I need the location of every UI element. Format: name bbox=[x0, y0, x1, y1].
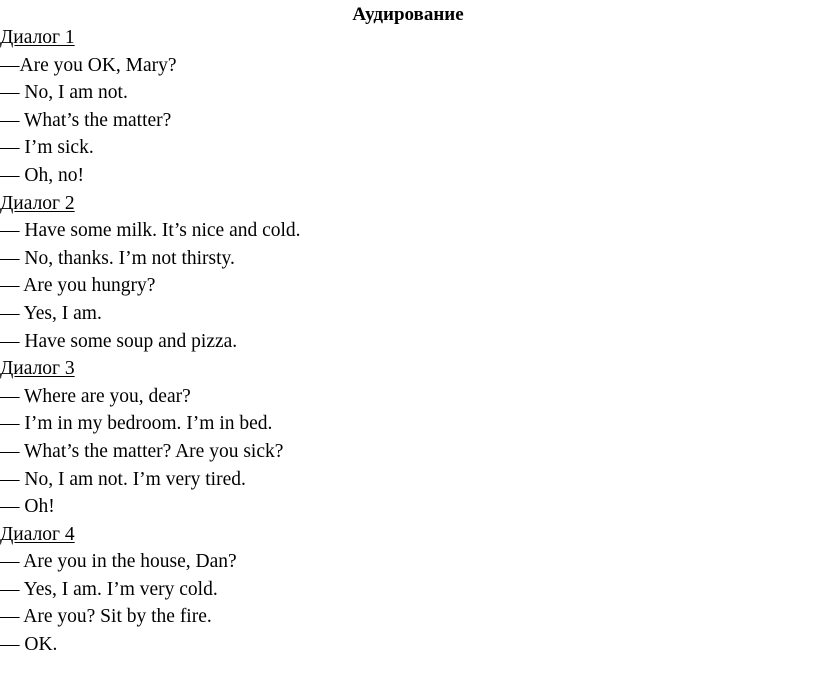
dialog-2 bbox=[0, 190, 816, 356]
dialog-4 bbox=[0, 521, 816, 659]
dialog-line: — Where are you, dear? bbox=[0, 385, 191, 407]
dialog-1 bbox=[0, 24, 816, 190]
dialog-line: — What’s the matter? bbox=[0, 109, 172, 131]
dialog-heading: Диалог 2 bbox=[0, 192, 75, 214]
dialog-line: — No, I am not. bbox=[0, 82, 128, 104]
dialog-line: — Are you in the house, Dan? bbox=[0, 551, 237, 573]
dialog-heading: Диалог 1 bbox=[0, 27, 75, 48]
dialog-line: — OK. bbox=[0, 634, 58, 656]
dialog-heading: Диалог 3 bbox=[0, 358, 75, 380]
dialog-heading: Диалог 4 bbox=[0, 523, 75, 545]
dialog-line: — Have some soup and pizza. bbox=[0, 330, 238, 352]
dialog-line: — What’s the matter? Are you sick? bbox=[0, 440, 284, 462]
dialog-3 bbox=[0, 355, 816, 521]
dialog-line: — Are you? Sit by the fire. bbox=[0, 606, 212, 628]
dialog-line: — Are you hungry? bbox=[0, 275, 156, 297]
dialog-line: — No, thanks. I’m not thirsty. bbox=[0, 247, 235, 269]
dialog-line: — Oh, no! bbox=[0, 164, 84, 186]
dialog-line: — Yes, I am. bbox=[0, 302, 102, 324]
dialog-line: — No, I am not. I’m very tired. bbox=[0, 468, 246, 490]
dialog-line: — I’m sick. bbox=[0, 137, 94, 159]
dialog-line: — I’m in my bedroom. I’m in bed. bbox=[0, 413, 273, 435]
dialog-line: — Have some milk. It’s nice and cold. bbox=[0, 220, 301, 242]
page-title: Аудирование bbox=[352, 4, 464, 25]
dialogs-container bbox=[0, 24, 816, 659]
dialog-line: — Oh! bbox=[0, 496, 55, 518]
dialog-line: —Are you OK, Mary? bbox=[0, 54, 177, 76]
dialog-line: — Yes, I am. I’m very cold. bbox=[0, 578, 218, 600]
